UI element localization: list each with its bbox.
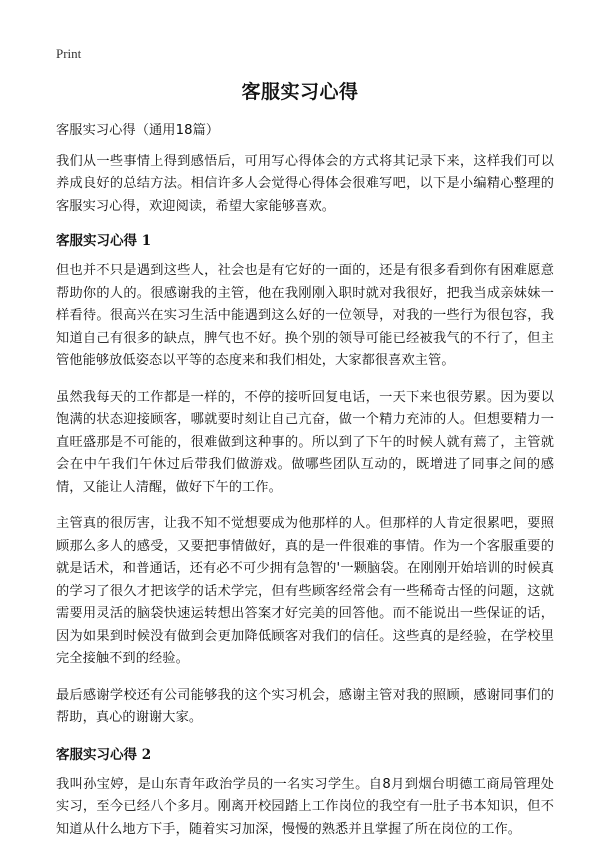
section-2: [56, 744, 554, 842]
section-1: [56, 230, 554, 730]
document-subtitle: 客服实习心得（通用18篇）: [56, 123, 220, 138]
section-paragraph: 我叫孙宝婷，是山东青年政治学员的一名实习学生。自8月到烟台明德工商局管理处实习，至今已经八个多月。刚离开校园踏上工作岗位的我空有一肚子书本知识，但不知道从什么地方下手，随着实习加深，慢慢的熟悉并且掌握了所在岗位的工作。: [56, 776, 554, 837]
section-heading: 客服实习心得 2: [56, 746, 152, 763]
section-paragraph: 但也并不只是遇到这些人，社会也是有它好的一面的，还是有很多看到你有困难愿意帮助你的人的。很感谢我的主管，他在我刚刚入职时就对我很好，把我当成亲妹妹一样看待。很高兴在实习生活中能遇到这么好的一位领导，对我的一些行为很包容，我知道自己有很多的缺点，脾气也不好。换个别的领导可能已经被我气的不行了，但主管他能够放低姿态以平等的态度来和我们相处，大家都很喜欢主管。: [56, 263, 554, 368]
intro-paragraph: 我们从一些事情上得到感悟后，可用写心得体会的方式将其记录下来，这样我们可以养成良好的总结方法。相信许多人会觉得心得体会很难写吧，以下是小编精心整理的客服实习心得，欢迎阅读，希望大家能够喜欢。: [56, 153, 554, 214]
document-title: 客服实习心得: [241, 81, 359, 103]
print-label: Print: [56, 46, 82, 61]
section-heading: 客服实习心得 1: [56, 233, 152, 249]
section-paragraph: 虽然我每天的工作都是一样的，不停的接听回复电话，一天下来也很劳累。因为要以饱满的状态迎接顾客，哪就要时刻让自己亢奋，做一个精力充沛的人。但想要精力一直旺盛那是不可能的，很难做到这种事的。所以到了下午的时候人就有蔫了，主管就会在中午我们午休过后带我们做游戏。做哪些团队互动的，既增进了同事之间的感情，又能让人清醒，做好下午的工作。: [56, 389, 554, 495]
section-paragraph: 最后感谢学校还有公司能够我的这个实习机会，感谢主管对我的照顾，感谢同事们的帮助，真心的谢谢大家。: [56, 687, 554, 725]
document-body: [56, 120, 554, 855]
section-paragraph: 主管真的很厉害，让我不知不觉想要成为他那样的人。但那样的人肯定很累吧，要照顾那么多人的感受，又要把事情做好，真的是一件很难的事情。作为一个客服重要的就是话术，和普通话，还有必不可少拥有急智的'一颗脑袋。在刚刚开始培训的时候真的学习了很久才把该学的话术学完，但有些顾客经常会有一些稀奇古怪的问题，这就需要用灵活的脑袋快速运转想出答案才好完美的回答他。而不能说出一些保证的话，因为如果到时候没有做到会更加降低顾客对我们的信任。这些真的是经验，在学校里完全接触不到的经验。: [56, 516, 554, 666]
